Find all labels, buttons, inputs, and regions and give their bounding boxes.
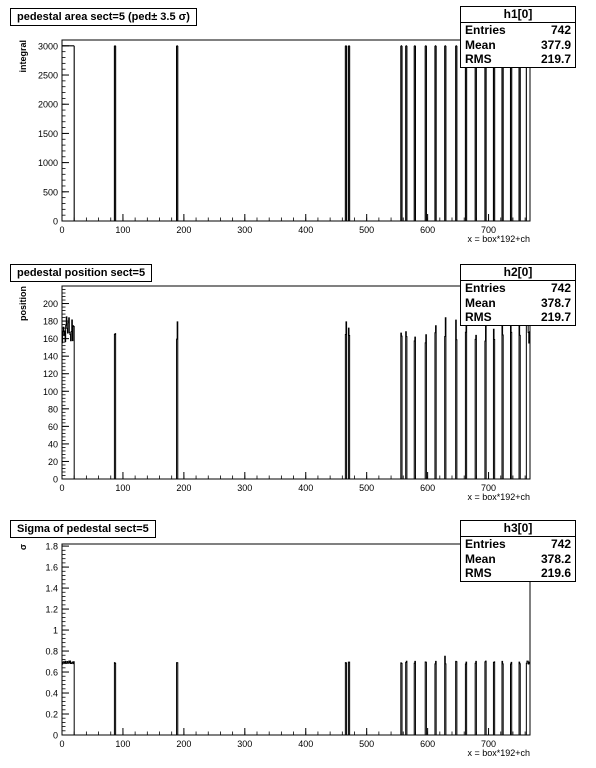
x-tick-label: 100 [115,483,131,493]
x-tick-label: 300 [237,739,253,749]
stats-rms-row: RMS 219.7 [465,310,571,324]
x-axis-title: x = box*192+ch [467,748,530,758]
y-axis-title: σ [18,544,28,551]
y-tick-label: 2000 [37,99,58,110]
y-tick-label: 160 [42,334,58,345]
pad1-title: pedestal area sect=5 (ped± 3.5 σ) [10,8,197,26]
x-tick-label: 700 [481,225,497,235]
x-tick-label: 200 [176,739,192,749]
x-tick-label: 100 [115,225,131,235]
x-axis-title: x = box*192+ch [467,492,530,502]
y-tick-label: 120 [42,369,58,380]
y-tick-label: 0 [52,216,58,227]
stats-rms-row: RMS 219.7 [465,52,571,66]
y-tick-label: 2500 [37,70,58,81]
y-tick-label: 100 [42,386,58,397]
x-axis-title: x = box*192+ch [467,234,530,244]
x-tick-label: 0 [59,739,65,749]
x-tick-label: 200 [176,483,192,493]
y-tick-label: 1 [52,625,58,636]
x-tick-label: 200 [176,225,192,235]
stats-rms-row: RMS 219.6 [465,566,571,580]
stats-mean-row: Mean 378.7 [465,295,571,310]
pad3-stats-box [460,520,576,582]
y-tick-label: 60 [47,421,58,432]
y-tick-label: 3000 [37,41,58,52]
y-tick-label: 1.2 [45,604,58,615]
y-tick-label: 0.8 [45,646,58,657]
x-tick-label: 600 [420,739,436,749]
x-tick-label: 300 [237,225,253,235]
y-tick-label: 200 [42,299,58,310]
x-tick-label: 100 [115,739,131,749]
y-tick-label: 0.4 [45,688,58,699]
y-tick-label: 1.4 [45,583,58,594]
y-axis-title: integral [18,40,28,73]
y-tick-label: 0 [52,474,58,485]
x-tick-label: 0 [59,225,65,235]
stats-histogram-name: h3[0] [461,521,575,537]
stats-entries-row: Entries 742 [465,537,571,551]
x-tick-label: 500 [359,225,375,235]
x-tick-label: 400 [298,483,314,493]
y-axis-title: position [18,286,28,321]
histogram-line [62,317,530,479]
stats-mean-row: Mean 378.2 [465,551,571,566]
x-tick-label: 600 [420,225,436,235]
y-tick-label: 500 [42,187,58,198]
pad3-title: Sigma of pedestal sect=5 [10,520,156,538]
y-tick-label: 0 [52,730,58,741]
stats-entries-row: Entries 742 [465,281,571,295]
y-tick-label: 180 [42,316,58,327]
y-tick-label: 1.8 [45,541,58,552]
y-tick-label: 1500 [37,128,58,139]
x-tick-label: 400 [298,739,314,749]
x-tick-label: 500 [359,483,375,493]
x-tick-label: 700 [481,739,497,749]
pad1-stats-box [460,6,576,68]
x-tick-label: 600 [420,483,436,493]
y-tick-label: 0.6 [45,667,58,678]
stats-histogram-name: h1[0] [461,7,575,23]
x-tick-label: 400 [298,225,314,235]
histogram-bars [62,46,530,221]
stats-entries-row: Entries 742 [465,23,571,37]
pad2-title: pedestal position sect=5 [10,264,152,282]
y-tick-label: 140 [42,351,58,362]
histogram-line [62,656,530,735]
stats-mean-row: Mean 377.9 [465,37,571,52]
pad2-stats-box [460,264,576,326]
stats-histogram-name: h2[0] [461,265,575,281]
y-tick-label: 1.6 [45,562,58,573]
x-tick-label: 700 [481,483,497,493]
x-tick-label: 500 [359,739,375,749]
y-tick-label: 0.2 [45,709,58,720]
y-tick-label: 20 [47,456,58,467]
y-tick-label: 40 [47,439,58,450]
x-tick-label: 300 [237,483,253,493]
y-tick-label: 80 [47,404,58,415]
y-tick-label: 1000 [37,158,58,169]
x-tick-label: 0 [59,483,65,493]
